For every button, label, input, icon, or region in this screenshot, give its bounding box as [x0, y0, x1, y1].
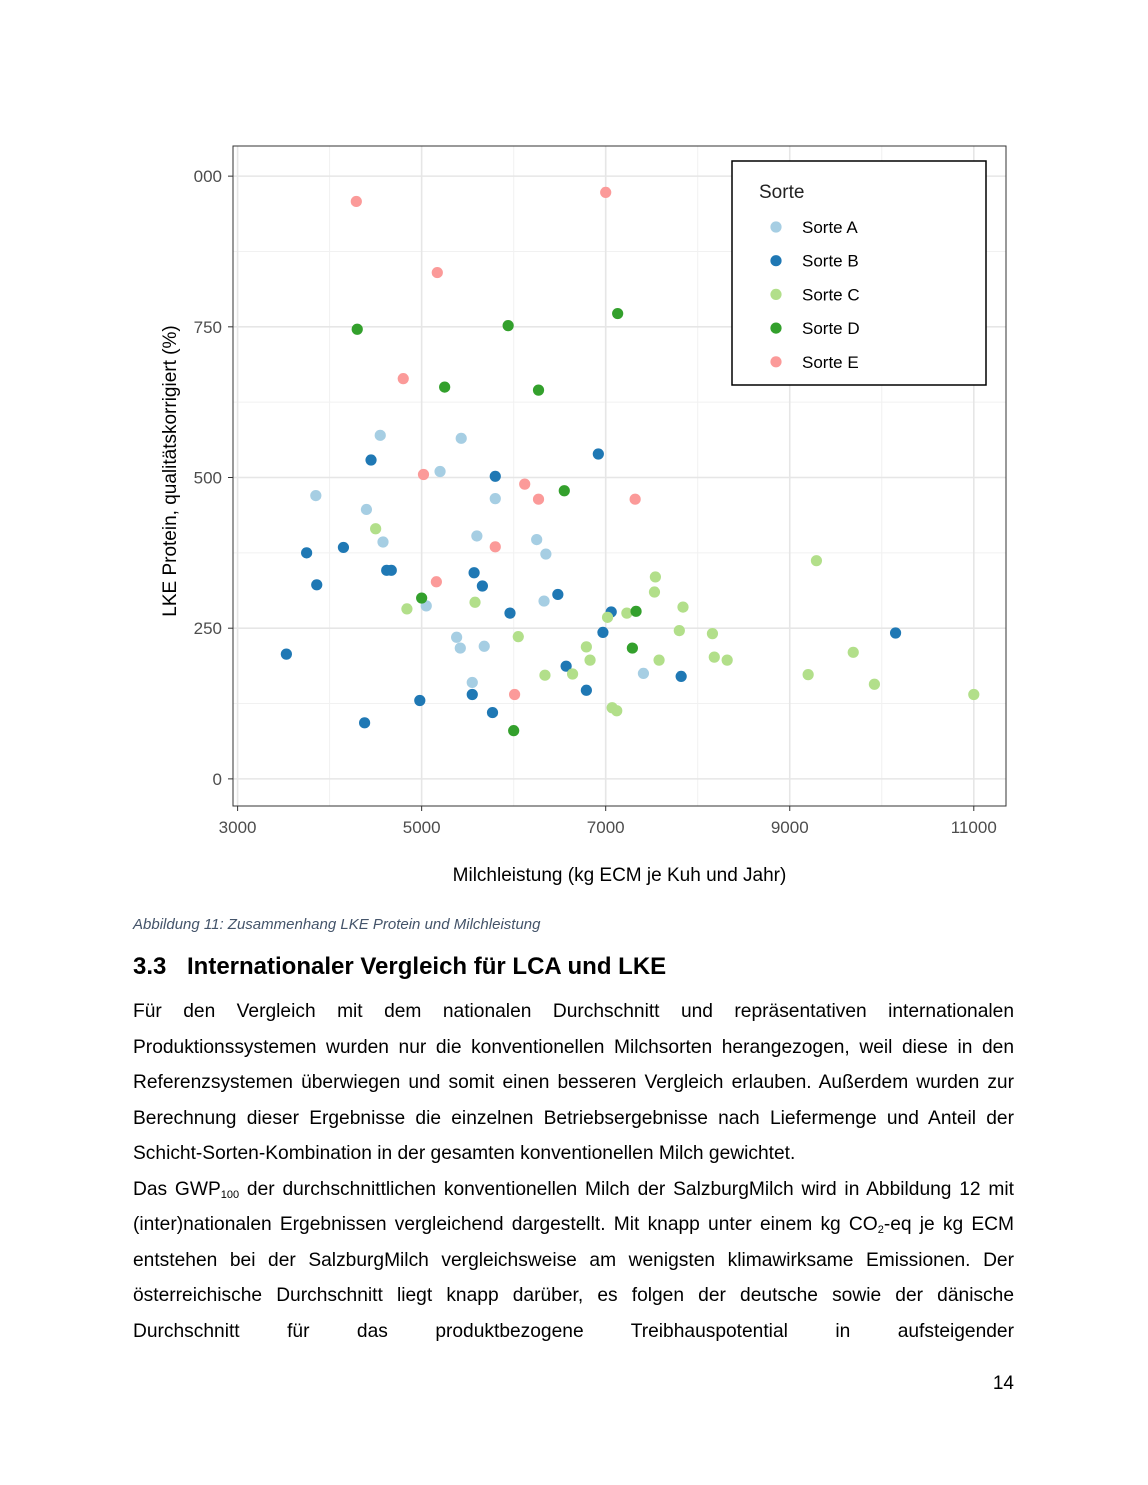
data-point [361, 504, 372, 515]
section-heading [133, 953, 666, 981]
section-number: 3.3 [133, 953, 167, 980]
data-point [281, 649, 292, 660]
data-point [533, 494, 544, 505]
data-point [490, 493, 501, 504]
data-point [301, 547, 312, 558]
data-point [311, 579, 322, 590]
y-tick-label: 750 [193, 317, 222, 337]
data-point [677, 601, 688, 612]
section-title: Internationaler Vergleich für LCA und LKE [187, 953, 667, 980]
data-point [351, 196, 362, 207]
data-point [432, 267, 443, 278]
data-point [513, 631, 524, 642]
data-point [338, 542, 349, 553]
data-point [676, 671, 687, 682]
data-point [650, 571, 661, 582]
data-point [503, 320, 514, 331]
legend-label: Sorte E [802, 352, 859, 372]
paragraph-1: Für den Vergleich mit dem nationalen Durchschnitt und repräsentativen internationalen Produktionssystemen wurden nur die konventionellen Milchsorten herangezogen, weil diese in den Referenzsystemen überwiegen und somit einen besseren Vergleich erlauben. Außerdem wurden zur Berechnung dieser Ergebnisse die einzelnen Betriebsergebnisse nach Liefermenge und Anteil der Schicht-Sorten-Kombination in der gesamten konventionellen Milch gewichtet. [133, 1001, 1014, 1164]
data-point [611, 705, 622, 716]
data-point [352, 324, 363, 335]
y-axis-label: LKE Protein, qualitätskorrigiert (%) [160, 325, 181, 617]
data-point [469, 597, 480, 608]
data-point [467, 677, 478, 688]
data-point [509, 689, 520, 700]
data-point [398, 373, 409, 384]
data-point [519, 479, 530, 490]
data-point [552, 589, 563, 600]
data-point [890, 627, 901, 638]
data-point [600, 187, 611, 198]
data-point [538, 595, 549, 606]
data-point [416, 592, 427, 603]
y-tick-label: 0 [212, 769, 222, 789]
data-point [490, 541, 501, 552]
y-tick-label: 250 [193, 619, 222, 639]
data-point [401, 603, 412, 614]
x-tick-label: 5000 [402, 818, 441, 837]
data-point [848, 647, 859, 658]
data-point [487, 707, 498, 718]
data-point [612, 308, 623, 319]
data-point [709, 652, 720, 663]
data-point [455, 642, 466, 653]
paragraph-2 [133, 1172, 1014, 1350]
data-point [627, 642, 638, 653]
data-point [722, 655, 733, 666]
gwp-subscript: 100 [220, 1188, 240, 1201]
legend [732, 161, 986, 385]
data-point [630, 494, 641, 505]
legend-title: Sorte [759, 182, 805, 203]
data-point [431, 576, 442, 587]
data-point [811, 555, 822, 566]
paragraph-2-text-2: der durchschnittlichen konventionellen Milch der SalzburgMilch wird in Abbildung 12 mit (inter)nationalen Ergebnissen vergleichend dargestellt. Mit knapp unter einem kg CO [133, 1178, 1014, 1235]
x-tick-label: 11000 [950, 818, 997, 837]
y-tick-label: 000 [193, 167, 222, 187]
paragraph-2-text-3: -eq je kg ECM entstehen bei der SalzburgMilch vergleichsweise am wenigsten klimawirksame Emissionen. Der österreichische Durchschnitt liegt knapp darüber, es folgen der deutsche sowie der dänische Durchschnitt für das produktbezogene Treibhauspotential in aufsteigender [133, 1214, 1015, 1342]
data-point [581, 641, 592, 652]
legend-label: Sorte A [802, 218, 858, 237]
data-point [674, 625, 685, 636]
legend-label: Sorte D [802, 319, 860, 339]
data-point [539, 670, 550, 681]
data-point [477, 580, 488, 591]
paragraph-2-text-1: Das GWP [133, 1178, 221, 1200]
data-point [584, 655, 595, 666]
data-point [968, 689, 979, 700]
body-text [133, 994, 1014, 1349]
data-point [471, 530, 482, 541]
data-point [469, 567, 480, 578]
data-point [504, 608, 515, 619]
legend-key [770, 323, 781, 334]
data-point [531, 534, 542, 545]
data-point [451, 632, 462, 643]
data-point [370, 523, 381, 534]
data-point [653, 655, 664, 666]
data-point [707, 628, 718, 639]
data-point [630, 606, 641, 617]
data-point [359, 717, 370, 728]
page-number: 14 [992, 1373, 1014, 1394]
data-point [803, 669, 814, 680]
data-point [365, 454, 376, 465]
data-point [638, 668, 649, 679]
legend-label: Sorte C [802, 285, 860, 305]
x-tick-label: 3000 [218, 818, 257, 837]
data-point [508, 725, 519, 736]
data-point [310, 490, 321, 501]
data-point [597, 627, 608, 638]
data-point [559, 485, 570, 496]
data-point [434, 466, 445, 477]
data-point [375, 430, 386, 441]
data-point [567, 668, 578, 679]
data-point [414, 695, 425, 706]
legend-key [770, 289, 781, 300]
data-point [479, 641, 490, 652]
y-tick-label: 500 [193, 468, 222, 488]
data-point [386, 565, 397, 576]
data-point [490, 471, 501, 482]
data-point [439, 381, 450, 392]
x-axis-label: Milchleistung (kg ECM je Kuh und Jahr) [452, 865, 787, 886]
x-tick-label: 9000 [770, 818, 809, 837]
legend-key [770, 255, 781, 266]
co2-subscript: 2 [877, 1224, 884, 1236]
data-point [456, 433, 467, 444]
data-point [602, 612, 613, 623]
legend-label: Sorte B [802, 251, 859, 271]
data-point [377, 536, 388, 547]
legend-key [770, 356, 781, 367]
data-point [649, 586, 660, 597]
data-point [418, 469, 429, 480]
legend-key [770, 221, 781, 232]
data-point [540, 548, 551, 559]
data-point [467, 689, 478, 700]
data-point [581, 685, 592, 696]
figure-caption: Abbildung 11: Zusammenhang LKE Protein und Milchleistung [133, 916, 541, 933]
data-point [593, 448, 604, 459]
data-point [533, 385, 544, 396]
x-tick-label: 7000 [586, 818, 625, 837]
data-point [869, 679, 880, 690]
